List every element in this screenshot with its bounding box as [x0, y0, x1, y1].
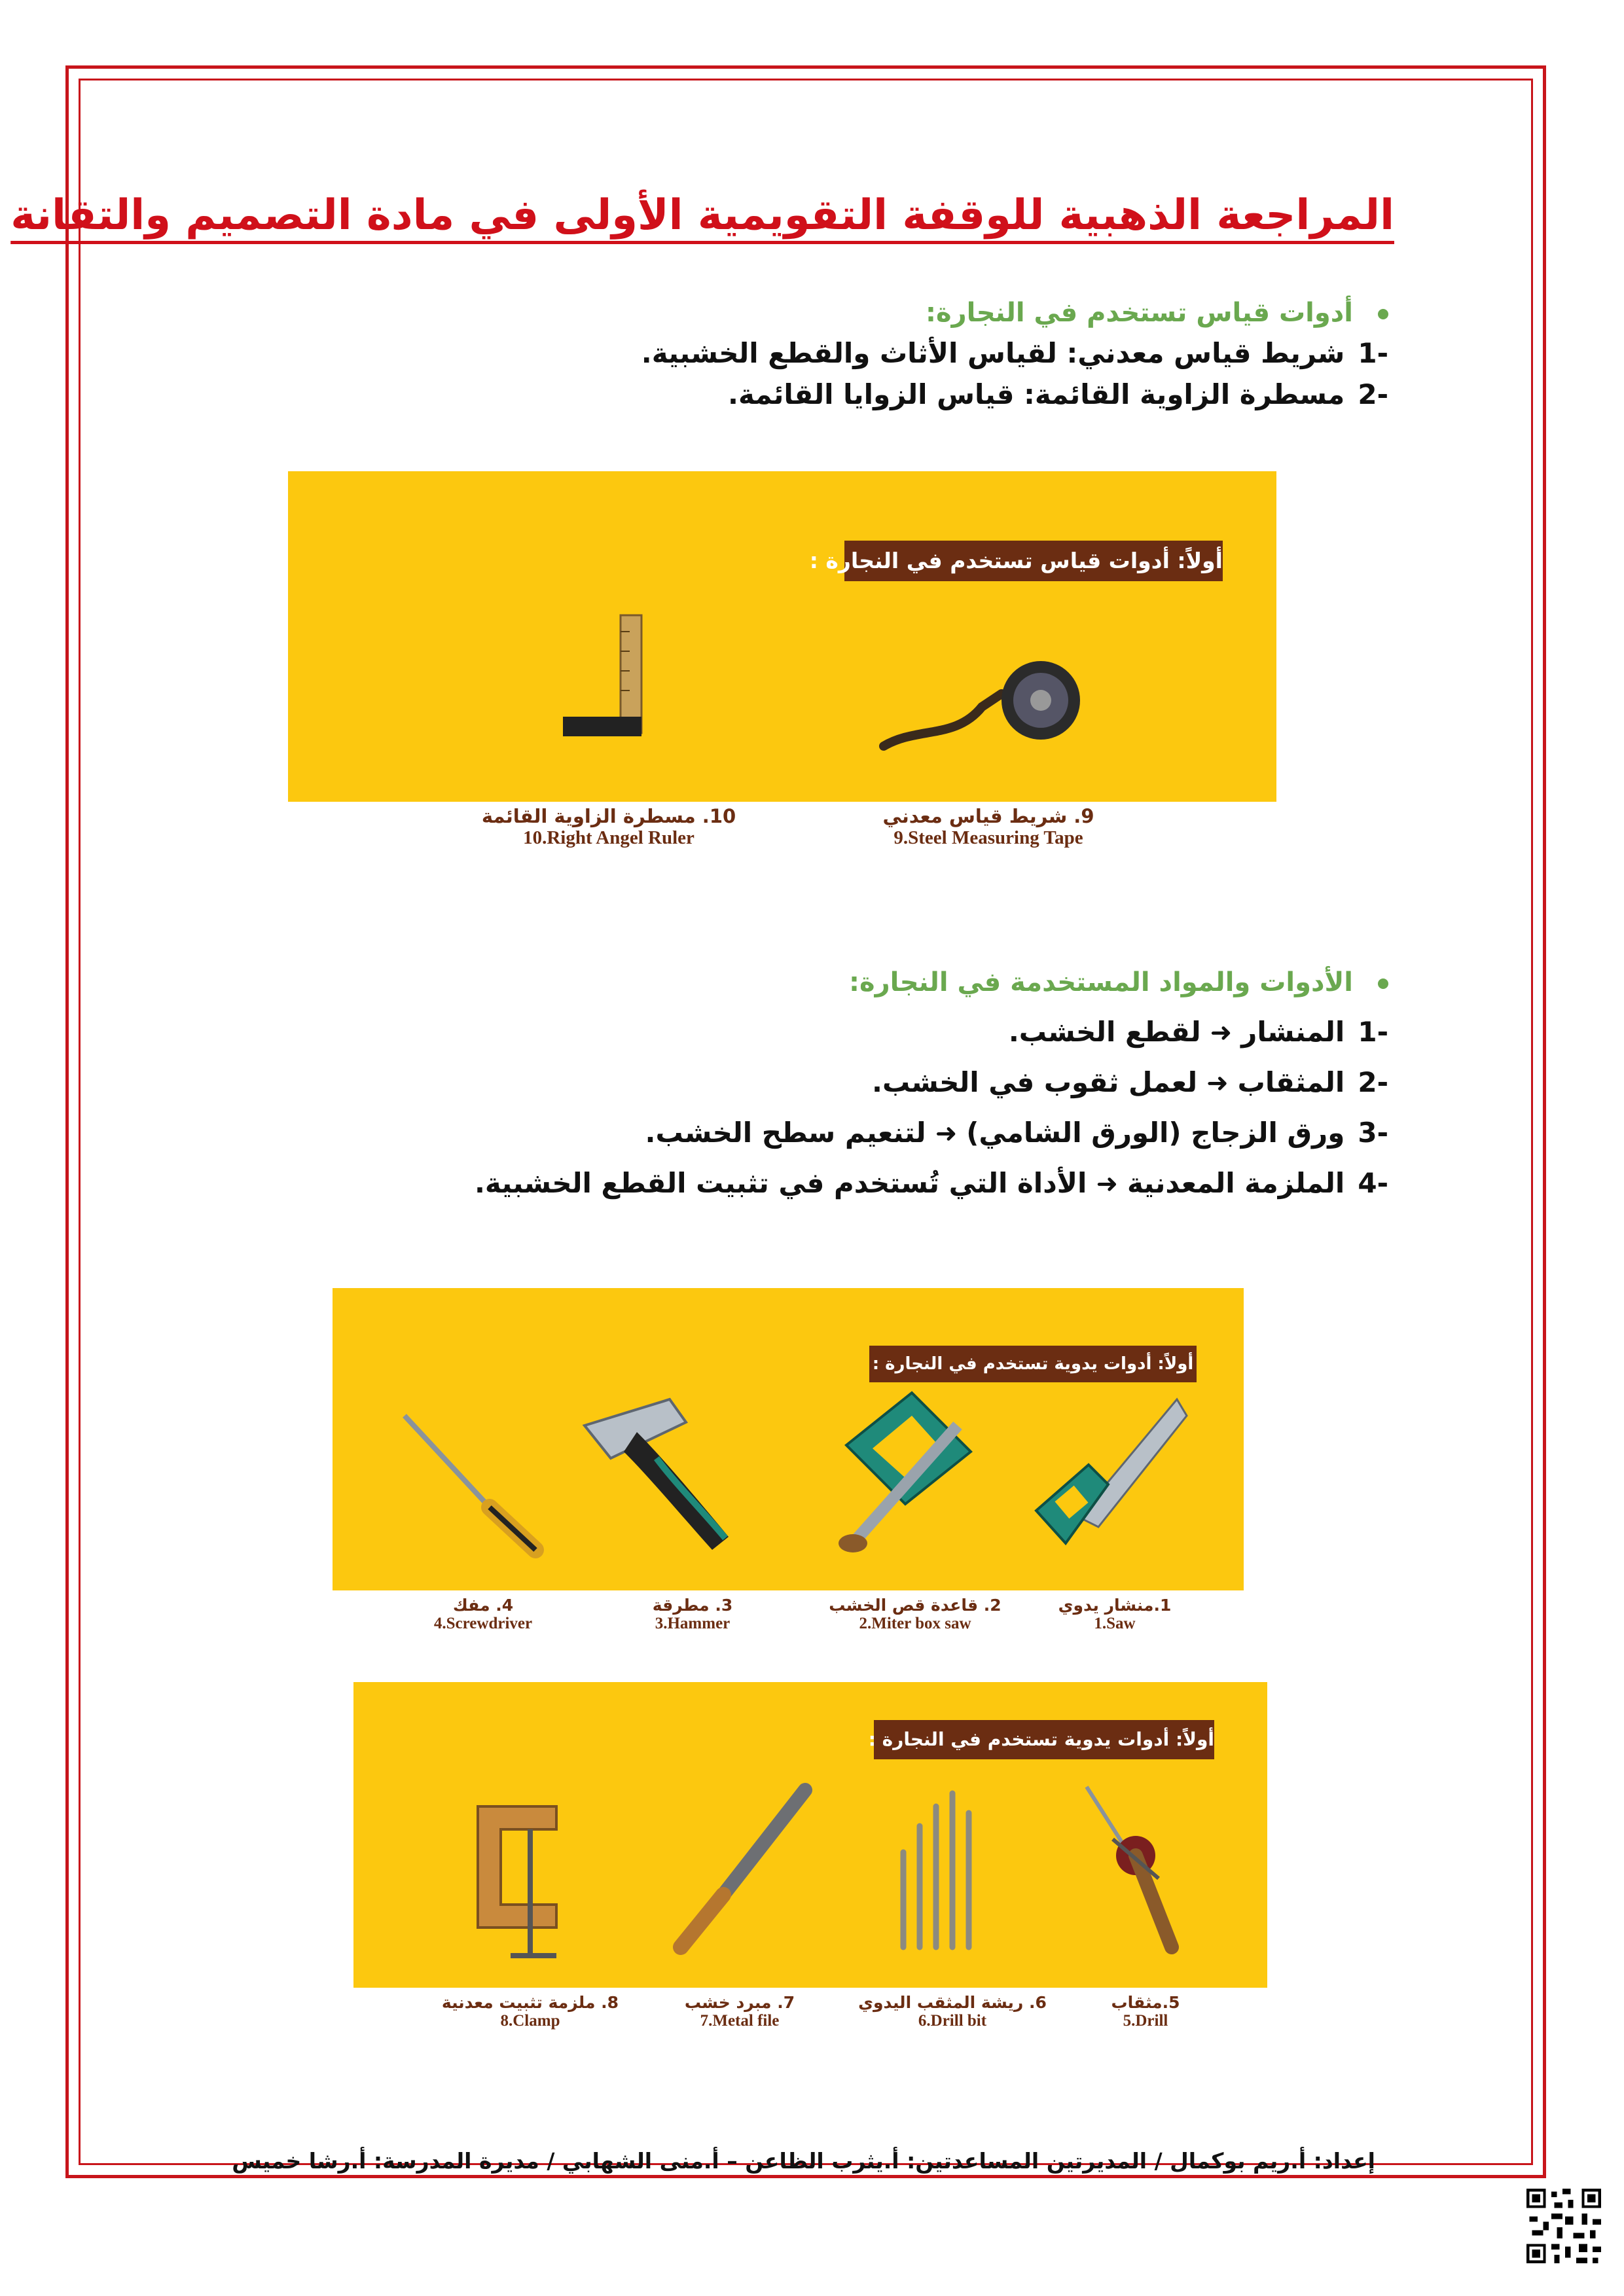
drill-bits-icon [884, 1780, 988, 1957]
arrow-left-icon: ➜ [1210, 1018, 1233, 1048]
list-item: -2المثقاب➜لعمل ثقوب في الخشب. [872, 1066, 1388, 1098]
hand-drill-icon [1074, 1780, 1191, 1957]
page-title: المراجعة الذهبية للوقفة التقويمية الأولى في مادة التصميم والتقانة [10, 191, 1394, 240]
right-angle-ruler-icon [556, 612, 661, 743]
tool-caption: 5.مثقاب 5.Drill [1111, 1993, 1180, 2030]
list-item: -2مسطرة الزاوية القائمة: قياس الزوايا القائمة. [728, 378, 1388, 410]
section-tools-materials [475, 967, 1388, 1199]
list-item: -1المنشار➜لقطع الخشب. [1008, 1016, 1388, 1048]
tool-caption: 1.منشار يدوي 1.Saw [1058, 1596, 1172, 1632]
list-item: -1شريط قياس معدني: لقياس الأثاث والقطع الخشبية. [641, 337, 1388, 369]
footer-credits: إعداد: أ.ريم بوكمال / المديرتين المساعدتين: أ.يثرب الظاعن – أ.منى الشهابي / مديرة المدرسة: أ.رشا خميس [232, 2148, 1375, 2174]
caption-strip [288, 802, 1276, 864]
saw-icon [1026, 1386, 1190, 1556]
tool-caption: 9. شريط قياس معدني 9.Steel Measuring Tape [882, 805, 1094, 848]
section-heading: أدوات قياس تستخدم في النجارة: [641, 298, 1388, 328]
section-measuring-tools [641, 298, 1388, 410]
hammer-icon [571, 1386, 755, 1556]
file-icon [661, 1780, 818, 1957]
bullet-icon [1378, 309, 1388, 319]
list-item: -3ورق الزجاج (الورق الشامي)➜لتنعيم سطح الخشب. [645, 1117, 1388, 1149]
miter-box-icon [827, 1386, 984, 1556]
measuring-tape-icon [877, 648, 1093, 759]
qr-code-icon [1524, 2186, 1604, 2266]
tool-caption: 3. مطرقة 3.Hammer [652, 1596, 733, 1632]
tool-caption: 2. قاعدة قص الخشب 2.Miter box saw [829, 1596, 1001, 1632]
hand-tools-panel-1 [333, 1288, 1244, 1655]
clamp-icon [458, 1780, 589, 1964]
bullet-icon [1378, 978, 1388, 989]
tool-caption: 4. مفك 4.Screwdriver [433, 1596, 533, 1632]
tool-caption: 6. ريشة المثقب اليدوي 6.Drill bit [858, 1993, 1047, 2030]
panel-header: أولاً: أدوات يدوية تستخدم في النجارة : [869, 1346, 1197, 1382]
arrow-left-icon: ➜ [935, 1119, 958, 1149]
tool-caption: 7. مبرد خشب 7.Metal file [684, 1993, 795, 2030]
section-heading: الأدوات والمواد المستخدمة في النجارة: [475, 967, 1388, 997]
hand-tools-panel-2 [353, 1682, 1267, 2052]
panel-header: أولاً: أدوات يدوية تستخدم في النجارة : [874, 1720, 1214, 1759]
arrow-left-icon: ➜ [1096, 1169, 1118, 1199]
screwdriver-icon [398, 1409, 555, 1560]
tool-caption: 8. ملزمة تثبيت معدنية 8.Clamp [441, 1993, 619, 2030]
measuring-tools-panel [288, 471, 1276, 864]
list-item: -4الملزمة المعدنية➜الأداة التي تُستخدم في تثبيت القطع الخشبية. [474, 1167, 1388, 1199]
arrow-left-icon: ➜ [1206, 1068, 1229, 1098]
tool-caption: 10. مسطرة الزاوية القائمة 10.Right Angel Ruler [481, 805, 736, 848]
panel-header: أولاً: أدوات قياس تستخدم في النجارة : [844, 541, 1223, 581]
